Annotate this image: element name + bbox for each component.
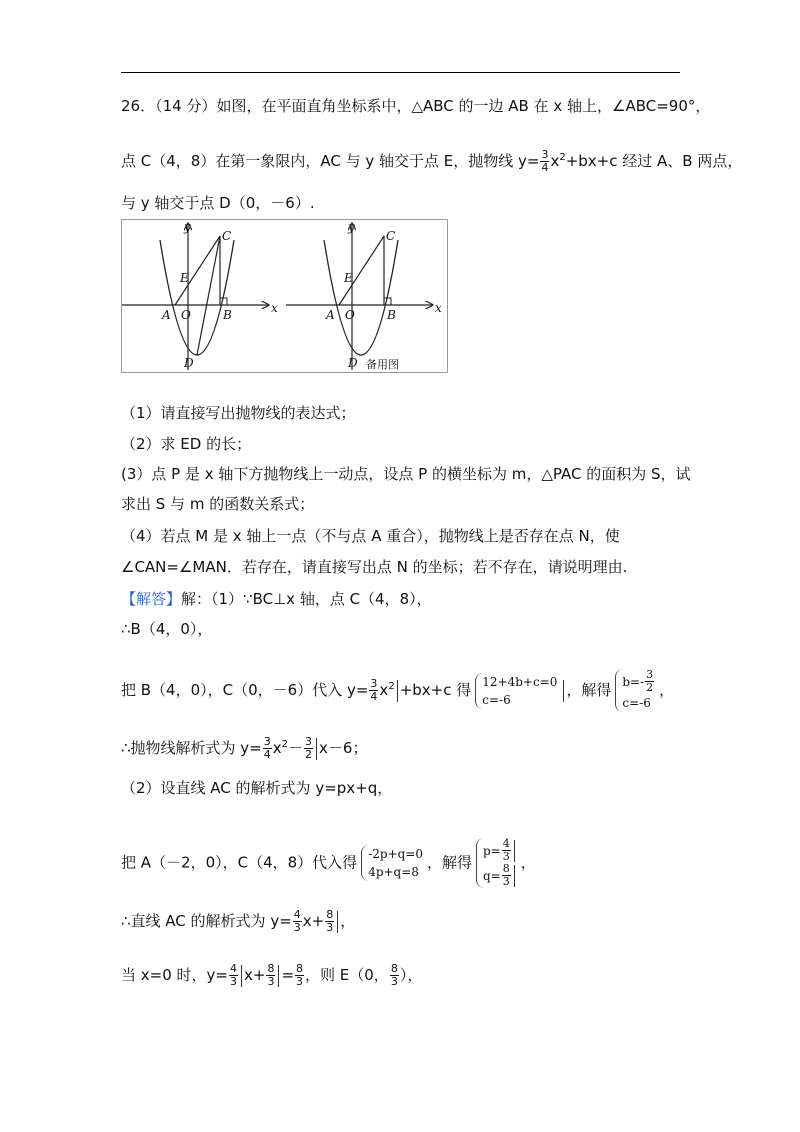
solution-line-3-text-d: ，解得 <box>566 681 612 699</box>
system-row: c=-6 <box>482 692 511 707</box>
point-e-label: E <box>344 271 353 285</box>
problem-line-1: 26．（14 分）如图，在平面直角坐标系中，△ABC 的一边 AB 在 x 轴上，∠ABC=90°， <box>121 97 711 115</box>
fraction <box>540 149 549 174</box>
fraction-numerator: 4 <box>229 962 237 975</box>
fraction-numerator: 3 <box>263 735 271 748</box>
fraction-numerator: 3 <box>370 677 378 690</box>
system-row: 12+4b+c=0 <box>482 674 558 689</box>
fraction-denominator: 3 <box>293 921 301 934</box>
solution-line-6-text-a: 把 A（－2，0），C（4，8）代入得 <box>121 853 358 872</box>
question-3-line-2: 求出 S 与 m 的函数关系式； <box>121 495 315 513</box>
formula-bar <box>397 680 398 702</box>
solution-line-1-text: 解：（1）∵BC⊥x 轴，点 C（4，8）， <box>181 590 432 608</box>
system-row: 4p+q=8 <box>368 865 419 879</box>
solution-line-6 <box>121 838 536 888</box>
fraction-numerator: 3 <box>646 668 654 681</box>
system-lhs: q= <box>483 868 501 883</box>
question-2: （2）求 ED 的长； <box>121 435 252 453</box>
exponent: 2 <box>281 739 289 750</box>
solution-line-3-text-a: 把 B（4，0），C（0，－6）代入 y= <box>121 681 369 699</box>
solution-line-3-text-e: ， <box>659 681 675 699</box>
system-lhs: b=- <box>622 674 645 689</box>
fraction-denominator: 3 <box>229 975 237 988</box>
solution-line-7-text-c: ， <box>340 912 356 930</box>
fraction-numerator: 8 <box>326 908 334 921</box>
solution-line-6-text-b: ，解得 <box>426 853 472 872</box>
formula-bar <box>337 911 338 933</box>
question-3-line-1: (3）点 P 是 x 轴下方抛物线上一动点，设点 P 的横坐标为 m，△PAC 的面积为 S，试 <box>121 465 691 483</box>
fraction <box>304 736 313 761</box>
backup-figure <box>286 220 442 371</box>
solution-line-4 <box>121 735 367 761</box>
system-row <box>483 838 517 863</box>
fraction-denominator: 4 <box>263 748 271 761</box>
question-4-line-2: ∠CAN=∠MAN．若存在，请直接写出点 N 的坐标；若不存在，请说明理由. <box>121 558 628 576</box>
fraction-numerator: 8 <box>390 962 398 975</box>
point-a-label: A <box>326 308 335 322</box>
point-e-label: E <box>180 271 189 285</box>
origin-label: O <box>181 308 191 322</box>
solution-line-3-text-c: +bx+c 得 <box>399 681 472 699</box>
system-row: c=-6 <box>622 696 651 710</box>
solution-system <box>615 669 655 712</box>
formula-bar <box>316 738 317 760</box>
solution-line-8-text-a: 当 x=0 时，y= <box>121 966 228 984</box>
solution-system <box>476 838 517 888</box>
problem-line-3: 与 y 轴交于点 D（0，－6）. <box>121 194 315 212</box>
fraction-denominator: 4 <box>370 690 378 703</box>
y-label: y <box>184 220 191 234</box>
x-label: x <box>435 301 442 315</box>
fraction-numerator: 4 <box>502 837 510 850</box>
fraction-numerator: 8 <box>296 962 304 975</box>
exponent: 2 <box>388 681 395 692</box>
fraction-denominator: 3 <box>296 975 304 988</box>
point-b-label: B <box>223 308 232 322</box>
fraction <box>502 838 511 863</box>
figure-caption: 备用图 <box>366 358 399 371</box>
fraction <box>645 669 654 694</box>
solution-line-6-text-c: ， <box>520 853 536 872</box>
fraction-denominator: 4 <box>541 161 549 174</box>
fraction-denominator: 3 <box>502 875 510 888</box>
fraction-denominator: 2 <box>646 681 654 694</box>
fraction-denominator: 3 <box>390 975 398 988</box>
fraction <box>263 736 272 761</box>
x-label: x <box>271 301 278 315</box>
variable: x <box>379 681 389 699</box>
formula-bar <box>514 865 515 887</box>
fraction <box>293 909 302 934</box>
fraction <box>266 963 275 988</box>
fraction <box>369 678 378 703</box>
point-b-label: B <box>387 308 396 322</box>
fraction <box>390 963 399 988</box>
main-figure <box>122 220 278 370</box>
point-a-label: A <box>162 308 171 322</box>
y-label: y <box>348 220 355 234</box>
solution-line-8-text-e: ）， <box>399 966 423 984</box>
solution-line-1 <box>121 589 432 609</box>
point-d-label: D <box>184 356 194 370</box>
solution-line-8-text-b: x+ <box>243 966 266 984</box>
problem-line-2-text-c: +bx+c 经过 A、B 两点， <box>565 152 743 170</box>
question-4-line-1: （4）若点 M 是 x 轴上一点（不与点 A 重合），抛物线上是否存在点 N，使 <box>121 527 620 545</box>
problem-line-2-text-a: 点 C（4，8）在第一象限内，AC 与 y 轴交于点 E，抛物线 y= <box>121 152 540 170</box>
system-row <box>622 669 655 694</box>
parabola-figures <box>122 220 447 372</box>
fraction <box>229 963 238 988</box>
fraction-denominator: 3 <box>267 975 275 988</box>
exponent: 2 <box>559 152 566 163</box>
minus-sign: － <box>288 739 304 757</box>
origin-label: O <box>345 308 355 322</box>
formula-bar <box>241 965 242 987</box>
formula-bar <box>563 680 564 702</box>
fraction-denominator: 2 <box>305 748 313 761</box>
fraction <box>502 863 511 888</box>
formula-bar <box>278 965 279 987</box>
point-c-label: C <box>222 229 232 243</box>
equals-sign: = <box>281 966 295 984</box>
fraction-numerator: 3 <box>305 735 313 748</box>
solution-line-8-text-d: ，则 E（0， <box>305 966 389 984</box>
solution-line-2: ∴B（4，0）， <box>121 620 213 638</box>
solution-line-5: （2）设直线 AC 的解析式为 y=px+q， <box>121 779 393 797</box>
solution-line-4-text-d: x－6； <box>319 739 368 757</box>
variable: x <box>550 152 560 170</box>
equation-system <box>475 673 557 709</box>
solution-line-7 <box>121 909 355 934</box>
point-c-label: C <box>386 229 396 243</box>
problem-line-2 <box>121 148 742 174</box>
fraction-numerator: 8 <box>267 962 275 975</box>
solution-line-7-text-b: x+ <box>302 912 325 930</box>
figure-panel <box>121 219 448 373</box>
solution-line-7-text-a: ∴直线 AC 的解析式为 y= <box>121 912 292 930</box>
system-lhs: p= <box>483 843 501 858</box>
solution-line-3 <box>121 669 674 712</box>
fraction-numerator: 8 <box>502 862 510 875</box>
solution-line-4-text-a: ∴抛物线解析式为 y= <box>121 739 262 757</box>
solution-line-8 <box>121 963 422 988</box>
fraction-denominator: 3 <box>502 850 510 863</box>
variable: x <box>272 739 282 757</box>
fraction-numerator: 3 <box>541 148 549 161</box>
system-row <box>483 863 517 888</box>
fraction <box>325 909 334 934</box>
point-d-label: D <box>348 356 358 370</box>
formula-bar <box>514 840 515 862</box>
system-row: -2p+q=0 <box>368 847 423 861</box>
fraction-numerator: 4 <box>293 908 301 921</box>
header-rule <box>121 72 680 73</box>
equation-system <box>361 845 423 881</box>
fraction <box>295 963 304 988</box>
fraction-denominator: 3 <box>326 921 334 934</box>
question-1: （1）请直接写出抛物线的表达式； <box>121 404 356 422</box>
solution-tag: 【解答】 <box>121 590 182 608</box>
